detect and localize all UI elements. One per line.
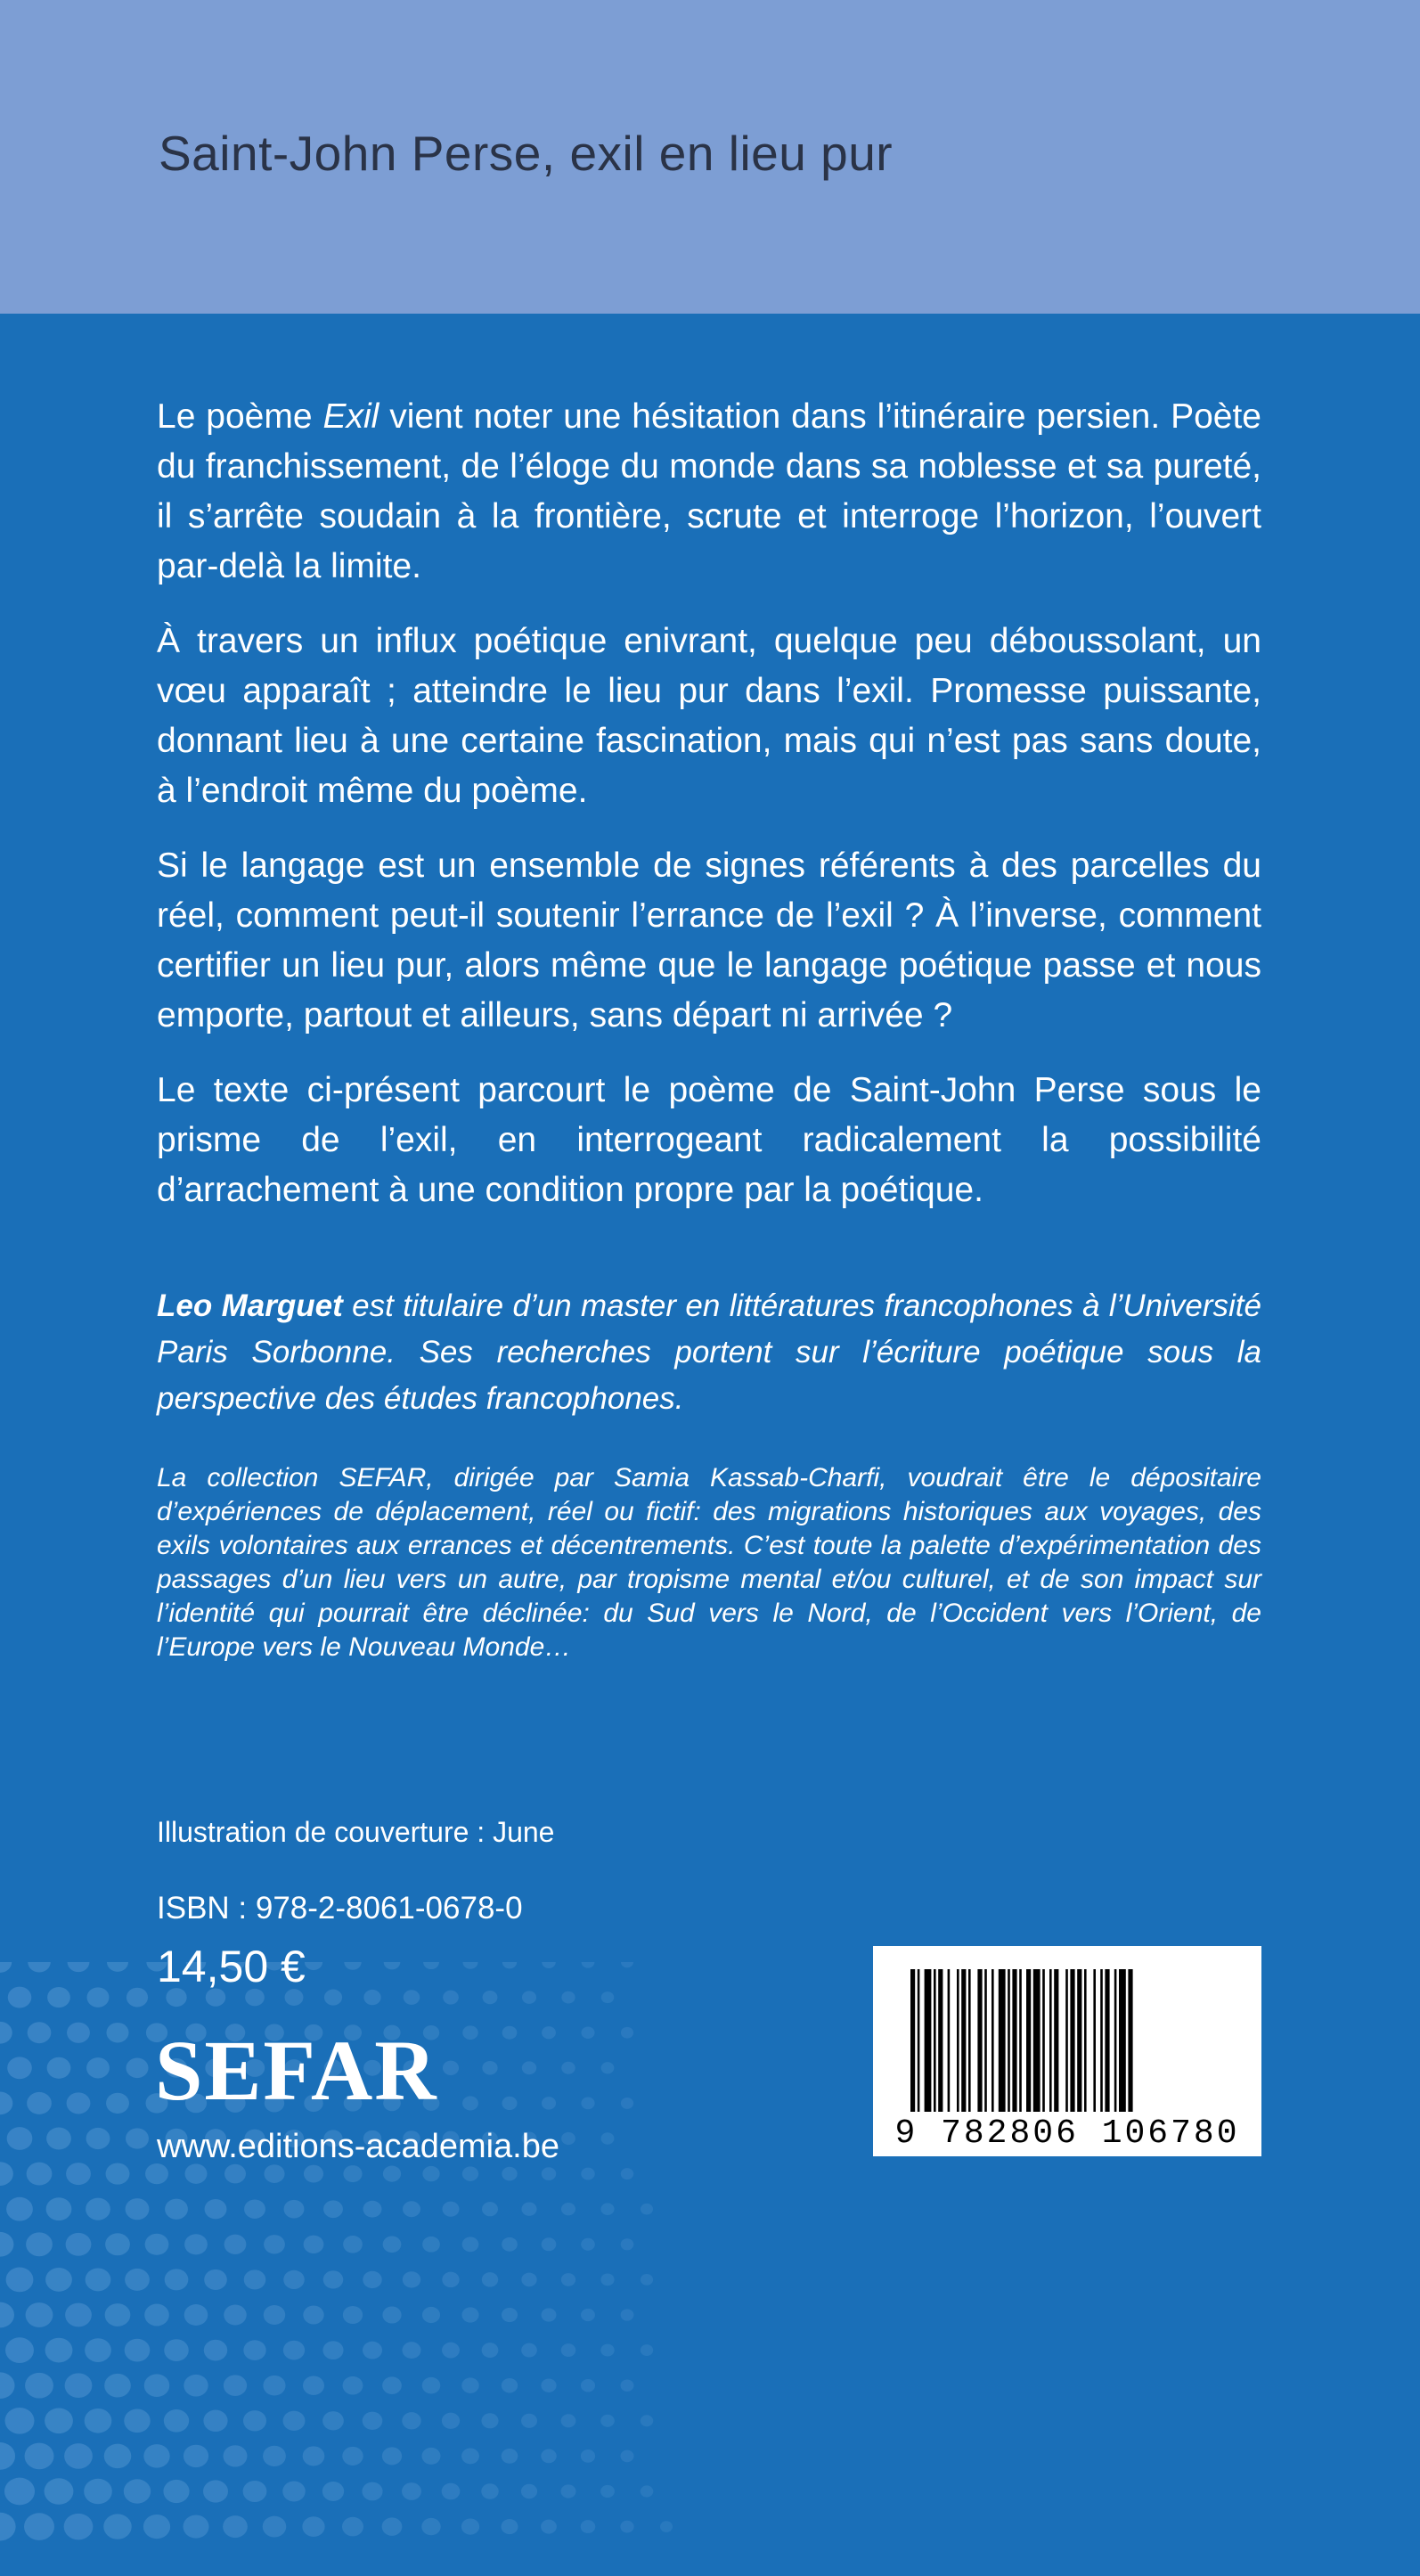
decor-dot	[164, 2339, 189, 2361]
decor-dot	[126, 2198, 150, 2220]
decor-dot	[84, 2479, 112, 2504]
barcode-bar	[961, 1969, 966, 2112]
decor-dot	[542, 2026, 556, 2039]
decor-dot	[264, 2235, 285, 2253]
decor-dot	[0, 2442, 15, 2470]
decor-dot	[422, 2377, 441, 2394]
decor-dot	[85, 2338, 111, 2362]
decor-dot	[442, 2413, 460, 2429]
decor-dot	[621, 2238, 634, 2250]
decor-dot	[263, 2376, 285, 2396]
decor-dot	[7, 2127, 33, 2150]
summary-paragraph-4: Le texte ci-présent parcourt le poème de Saint-John Perse sous le prisme de l’exil, en interrogeant radicalement la possibilité d’arrachement à une condition propre par la poétique.	[157, 1071, 1261, 1209]
decor-dot	[620, 2521, 633, 2533]
decor-dot	[343, 2165, 362, 2182]
decor-dot	[244, 2269, 266, 2289]
decor-dot	[28, 2022, 52, 2043]
decor-dot	[184, 2234, 208, 2254]
barcode-bar	[1065, 1969, 1068, 2112]
decor-dot	[343, 2376, 363, 2395]
decor-dot	[106, 2023, 128, 2043]
barcode-bar	[910, 1969, 915, 2112]
decor-dot	[581, 2026, 594, 2039]
decor-dot	[64, 2514, 94, 2539]
decor-dot	[481, 2413, 498, 2428]
decor-dot	[126, 1988, 148, 2008]
decor-dot	[462, 1962, 477, 1969]
decor-dot	[581, 2238, 595, 2251]
barcode-bar	[968, 1969, 971, 2112]
decor-dot	[502, 2026, 518, 2040]
decor-dot	[243, 2410, 266, 2431]
decor-dot	[106, 2163, 130, 2185]
decor-dot	[144, 2304, 169, 2327]
decor-dot	[502, 2449, 518, 2464]
barcode-bar	[999, 1969, 1006, 2112]
decor-dot	[223, 2515, 248, 2538]
decor-dot	[384, 1962, 401, 1969]
summary-paragraph-3: Si le langage est un ensemble de signes référents à des parcelles du réel, comment peut-il soutenir l’errance de l’exil ? À l’inverse, comment certifier un lieu pur, alors même que le langage poétique passe et nous emporte, partout et ailleurs, sans départ ni arrivée ?	[157, 846, 1261, 1034]
decor-dot	[344, 1962, 361, 1970]
decor-dot	[521, 2203, 536, 2216]
barcode-bar	[1084, 1969, 1087, 2112]
decor-dot	[145, 2163, 168, 2184]
decor-dot	[264, 2305, 285, 2325]
decor-dot	[382, 2517, 403, 2535]
barcode-bar	[918, 1969, 920, 2112]
barcode-bar	[1077, 1969, 1081, 2112]
decor-dot	[382, 2376, 402, 2394]
decor-dot	[224, 2235, 247, 2254]
decor-dot	[263, 2446, 286, 2466]
decor-dot	[403, 2271, 420, 2287]
decor-dot	[581, 2449, 595, 2463]
decor-dot	[4, 2478, 35, 2506]
decor-dot	[641, 2344, 653, 2356]
decor-dot	[601, 2132, 615, 2144]
decor-dot	[322, 2341, 343, 2359]
decor-dot	[185, 2163, 208, 2183]
barcode-bar	[1100, 1969, 1103, 2112]
barcode-bar	[1119, 1969, 1126, 2112]
decor-dot	[542, 2097, 556, 2110]
decor-dot	[144, 2374, 170, 2397]
decor-dot	[243, 2481, 267, 2502]
decor-dot	[363, 2201, 382, 2218]
decor-dot	[502, 1962, 517, 1968]
decor-dot	[521, 2273, 536, 2287]
decor-dot	[442, 2483, 461, 2500]
decor-dot	[6, 2268, 34, 2293]
barcode-bar	[1012, 1969, 1016, 2112]
decor-dot	[86, 2268, 111, 2291]
decor-dot	[86, 2198, 110, 2220]
decor-dot	[86, 2057, 110, 2078]
barcode-bar	[1105, 1969, 1109, 2112]
decor-dot	[581, 2098, 594, 2110]
decor-dot	[342, 2517, 363, 2537]
decor-dot	[323, 2200, 343, 2218]
decor-dot	[601, 1991, 615, 2003]
decor-dot	[126, 2128, 149, 2148]
decor-dot	[581, 2168, 594, 2180]
top-band	[0, 0, 1420, 314]
decor-dot	[143, 2444, 169, 2467]
decor-dot	[0, 2372, 15, 2399]
decor-dot	[205, 2199, 227, 2219]
decor-dot	[382, 2447, 402, 2465]
cover-credit: Illustration de couverture : June	[157, 1816, 555, 1848]
summary-paragraph-1: Le poème Exil vient noter une hésitation dans l’itinéraire persien. Poète du franchissement, de l’éloge du monde dans sa noblesse et sa pureté, il s’arrête soudain à la frontière, scrute et interroge l’horizon, l’ouvert par-delà la limite.	[157, 397, 1261, 585]
decor-dot	[0, 1962, 12, 1973]
decor-dot	[383, 2236, 402, 2253]
decor-dot	[443, 1991, 459, 2005]
decor-dot	[165, 2199, 188, 2220]
decor-dot	[0, 2232, 13, 2257]
decor-dot	[46, 2197, 72, 2220]
decor-dot	[561, 2414, 576, 2427]
decor-dot	[621, 2168, 634, 2179]
decor-dot	[541, 2378, 556, 2392]
decor-dot	[224, 2305, 247, 2326]
decor-dot	[124, 2409, 151, 2433]
decor-dot	[46, 2128, 71, 2150]
decor-dot	[600, 2415, 615, 2427]
decor-dot	[224, 2375, 247, 2396]
price: 14,50 €	[157, 1942, 306, 1991]
decor-dot	[302, 2516, 324, 2537]
decor-dot	[165, 2269, 189, 2290]
decor-dot	[601, 2062, 615, 2073]
decor-dot	[561, 2203, 575, 2215]
summary-paragraph-2: À travers un influx poétique enivrant, quelque peu déboussolant, un vœu apparaît ; atteindre le lieu pur dans l’exil. Promesse puissante, donnant lieu à une certaine fascination, mais qui n’est pas sans doute, à l’endroit même du poème.	[157, 622, 1261, 810]
decor-dot	[203, 2410, 227, 2432]
decor-dot	[482, 2343, 499, 2358]
decor-dot	[343, 2236, 363, 2253]
decor-dot	[283, 2341, 305, 2360]
decor-dot	[305, 1962, 322, 1970]
decor-dot	[542, 1962, 556, 1968]
decor-dot	[304, 2165, 323, 2183]
decor-dot	[145, 2234, 169, 2255]
decor-dot	[184, 2445, 208, 2467]
decor-dot	[421, 2518, 441, 2535]
decor-dot	[561, 2132, 575, 2145]
decor-dot	[462, 2237, 479, 2252]
barcode-bar	[934, 1969, 936, 2112]
barcode-bar	[1128, 1969, 1132, 2112]
decor-dot	[641, 2415, 653, 2426]
decor-dot	[204, 2340, 227, 2361]
decor-dot	[304, 2236, 324, 2253]
decor-dot	[143, 2515, 170, 2539]
decor-dot	[0, 2022, 12, 2044]
decor-dot	[163, 2480, 189, 2503]
decor-dot	[363, 2412, 383, 2430]
decor-dot	[461, 2377, 478, 2393]
barcode-bar	[1049, 1969, 1052, 2112]
decor-dot	[561, 2273, 575, 2286]
barcode-bar	[957, 1969, 959, 2112]
decor-dot	[106, 2093, 129, 2114]
barcode-number: 9 782806 106780	[894, 2114, 1240, 2153]
decor-dot	[421, 2448, 440, 2465]
decor-dot	[483, 1991, 498, 2004]
decor-dot	[7, 2057, 32, 2079]
decor-dot	[107, 1962, 128, 1972]
decor-dot	[542, 2167, 556, 2180]
decor-dot	[322, 2411, 344, 2430]
barcode-bar	[1114, 1969, 1117, 2112]
barcode-bar	[1093, 1969, 1096, 2112]
decor-dot	[542, 2237, 557, 2251]
decor-dot	[86, 2128, 110, 2149]
decor-dot	[600, 2203, 614, 2215]
decor-dot	[581, 2520, 596, 2533]
decor-dot	[24, 2513, 54, 2540]
decor-dot	[283, 2411, 306, 2431]
decor-dot	[64, 2443, 93, 2469]
collection-description: La collection SEFAR, dirigée par Samia Kassab-Charfi, voudrait être le dépositaire d’expériences de déplacement, réel ou fictif: des migrations historiques aux voyages, des exils volontaires aux errances et décentrements. C’est toute la palette d’expérimentation des passages d’un lieu vers un autre, par tropisme mental et/ou culturel, et de son impact sur l’identité qui pourrait être déclinée: du Sud vers le Nord, de l’Occident vers l’Orient, de l’Europe vers le Nouveau Monde…	[157, 1463, 1261, 1662]
decor-dot	[45, 2478, 74, 2505]
decor-dot	[27, 2092, 52, 2114]
author-bio-text: est titulaire d’un master en littératures francophones à l’Université Paris Sorbonne. Ses recherches portent sur l’écriture poétique sous la perspective des études francophones.	[157, 1288, 1261, 1416]
decor-dot	[27, 2163, 53, 2186]
decor-dot	[522, 1991, 536, 2004]
decor-dot	[600, 2274, 614, 2286]
decor-dot	[403, 2201, 420, 2217]
decor-dot	[461, 2307, 478, 2322]
decor-dot	[581, 2309, 595, 2321]
decor-dot	[423, 1962, 439, 1969]
poem-title: Exil	[322, 397, 379, 436]
publisher-website: www.editions-academia.be	[157, 2128, 560, 2165]
decor-dot	[104, 2444, 132, 2469]
decor-dot	[45, 2268, 72, 2292]
decor-dot	[184, 2375, 208, 2397]
decor-dot	[5, 2337, 34, 2363]
decor-dot	[402, 2482, 421, 2500]
decor-dot	[125, 2339, 151, 2362]
sefar-logo: SEFAR	[155, 2023, 438, 2118]
decor-dot	[28, 1962, 51, 1973]
decor-dot	[184, 2515, 209, 2539]
decor-dot	[521, 2484, 537, 2498]
decor-dot	[462, 2096, 478, 2110]
decor-dot	[264, 2164, 284, 2183]
decor-dot	[6, 2197, 33, 2221]
decor-dot	[521, 2343, 537, 2358]
decor-dot	[442, 2272, 459, 2287]
decor-dot	[67, 2023, 90, 2043]
decor-dot	[0, 2513, 16, 2541]
barcode-bar	[948, 1969, 951, 2112]
decor-dot	[501, 2519, 518, 2534]
decor-dot	[502, 2308, 518, 2322]
decor-dot	[461, 2518, 479, 2534]
barcode-bar	[1033, 1969, 1041, 2112]
decor-dot	[67, 2092, 91, 2114]
decor-dot	[641, 2485, 654, 2497]
barcode-bar	[1019, 1969, 1022, 2112]
decor-dot	[87, 1987, 110, 2007]
decor-dot	[502, 2237, 518, 2252]
barcode-bar	[1008, 1969, 1010, 2112]
decor-dot	[284, 2200, 305, 2219]
decor-dot	[443, 2061, 459, 2075]
barcode-bar	[984, 1969, 987, 2112]
decor-dot	[422, 2166, 439, 2181]
decor-dot	[45, 2408, 73, 2433]
decor-dot	[422, 2307, 440, 2323]
decor-dot	[5, 2408, 35, 2434]
decor-dot	[502, 2097, 517, 2110]
decor-dot	[243, 2340, 265, 2360]
barcode	[873, 1946, 1261, 2156]
decor-dot	[561, 2062, 575, 2074]
decor-dot	[561, 1991, 575, 2004]
decor-dot	[404, 1990, 420, 2005]
decor-dot	[363, 2271, 381, 2288]
decor-dot	[26, 2232, 53, 2256]
decor-dot	[502, 2167, 517, 2181]
decor-dot	[85, 2408, 112, 2433]
decor-dot	[641, 2204, 653, 2215]
barcode-bar	[977, 1969, 982, 2112]
decor-dot	[363, 1990, 380, 2005]
decor-dot	[103, 2514, 131, 2539]
book-title: Saint-John Perse, exil en lieu pur	[159, 126, 894, 181]
decor-dot	[363, 2342, 382, 2359]
decor-dot	[462, 2166, 478, 2180]
decor-dot	[462, 2025, 478, 2040]
barcode-bar	[1042, 1969, 1045, 2112]
barcode-bar	[1054, 1969, 1058, 2112]
decor-dot	[621, 2379, 634, 2391]
decor-dot	[621, 2098, 633, 2109]
decor-dot	[244, 2199, 265, 2219]
decor-dot	[223, 2445, 247, 2466]
decor-dot	[0, 2302, 14, 2328]
decor-dot	[303, 2305, 323, 2324]
decor-dot	[25, 2443, 54, 2470]
author-name: Leo Marguet	[157, 1288, 343, 1323]
decor-dot	[620, 2450, 633, 2463]
decor-dot	[25, 2373, 53, 2399]
decor-dot	[65, 2373, 93, 2398]
decor-dot	[8, 1987, 32, 2008]
decor-dot	[105, 2303, 131, 2327]
decor-dot	[203, 2480, 228, 2502]
isbn: ISBN : 978-2-8061-0678-0	[157, 1891, 523, 1926]
decor-dot	[26, 2302, 53, 2327]
decor-dot	[343, 2306, 363, 2324]
decor-dot	[105, 2233, 130, 2255]
decor-dot	[621, 1962, 633, 1967]
decor-dot	[126, 2058, 148, 2079]
decor-dot	[600, 2485, 615, 2498]
decor-dot	[283, 2270, 305, 2289]
decor-dot	[582, 1962, 595, 1968]
barcode-bar	[938, 1969, 943, 2112]
decor-dot	[482, 2061, 497, 2075]
decor-dot	[481, 2483, 498, 2499]
decor-dot	[600, 2344, 614, 2357]
decor-dot	[402, 2412, 420, 2429]
decor-dot	[47, 2057, 71, 2079]
decor-dot	[184, 2304, 208, 2326]
decor-dot	[621, 2027, 633, 2039]
decor-dot	[382, 2306, 401, 2323]
decor-dot	[561, 2343, 576, 2357]
decor-dot	[581, 2379, 595, 2392]
decor-dot	[47, 1987, 70, 2008]
decor-dot	[383, 2166, 401, 2182]
decor-dot	[521, 2414, 537, 2428]
decor-dot	[442, 2343, 460, 2359]
decor-dot	[323, 2270, 344, 2288]
decor-dot	[461, 2448, 479, 2464]
decor-dot	[125, 2269, 150, 2291]
summary-text	[157, 392, 1261, 1240]
barcode-bar	[925, 1969, 932, 2112]
decor-dot	[303, 2446, 325, 2466]
decor-dot	[0, 2162, 13, 2186]
decor-dot	[66, 2233, 92, 2256]
decor-dot	[482, 2272, 498, 2287]
decor-dot	[65, 2303, 92, 2327]
decor-dot	[66, 2163, 91, 2185]
decor-dot	[482, 2202, 498, 2216]
decor-dot	[621, 2309, 634, 2320]
decor-dot	[303, 2376, 324, 2395]
decor-dot	[322, 2482, 344, 2501]
decor-dot	[104, 2374, 131, 2398]
barcode-bar	[992, 1969, 994, 2112]
decor-dot	[342, 2447, 363, 2466]
decor-dot	[0, 2092, 12, 2115]
decor-dot	[263, 2516, 287, 2538]
decor-dot	[542, 2308, 557, 2321]
barcode-bar	[1026, 1969, 1031, 2112]
decor-dot	[324, 1990, 342, 2006]
decor-dot	[224, 2164, 246, 2184]
decor-dot	[164, 2409, 189, 2433]
decor-dot	[443, 2202, 460, 2217]
decor-dot	[502, 2378, 518, 2393]
decor-dot	[124, 2479, 151, 2503]
decor-dot	[541, 2520, 557, 2534]
decor-dot	[660, 2521, 673, 2532]
decor-dot	[282, 2482, 306, 2502]
decor-dot	[45, 2338, 73, 2363]
decor-dot	[560, 2484, 575, 2498]
barcode-bar	[1070, 1969, 1074, 2112]
decor-dot	[403, 2342, 421, 2359]
author-bio	[157, 1283, 1261, 1422]
decor-dot	[68, 1962, 90, 1972]
decor-dot	[362, 2482, 382, 2501]
decor-dot	[422, 2237, 440, 2253]
decor-dot	[522, 2061, 536, 2074]
decor-dot	[541, 2449, 557, 2464]
decor-dot	[641, 2274, 653, 2286]
decor-dot	[204, 2269, 227, 2290]
